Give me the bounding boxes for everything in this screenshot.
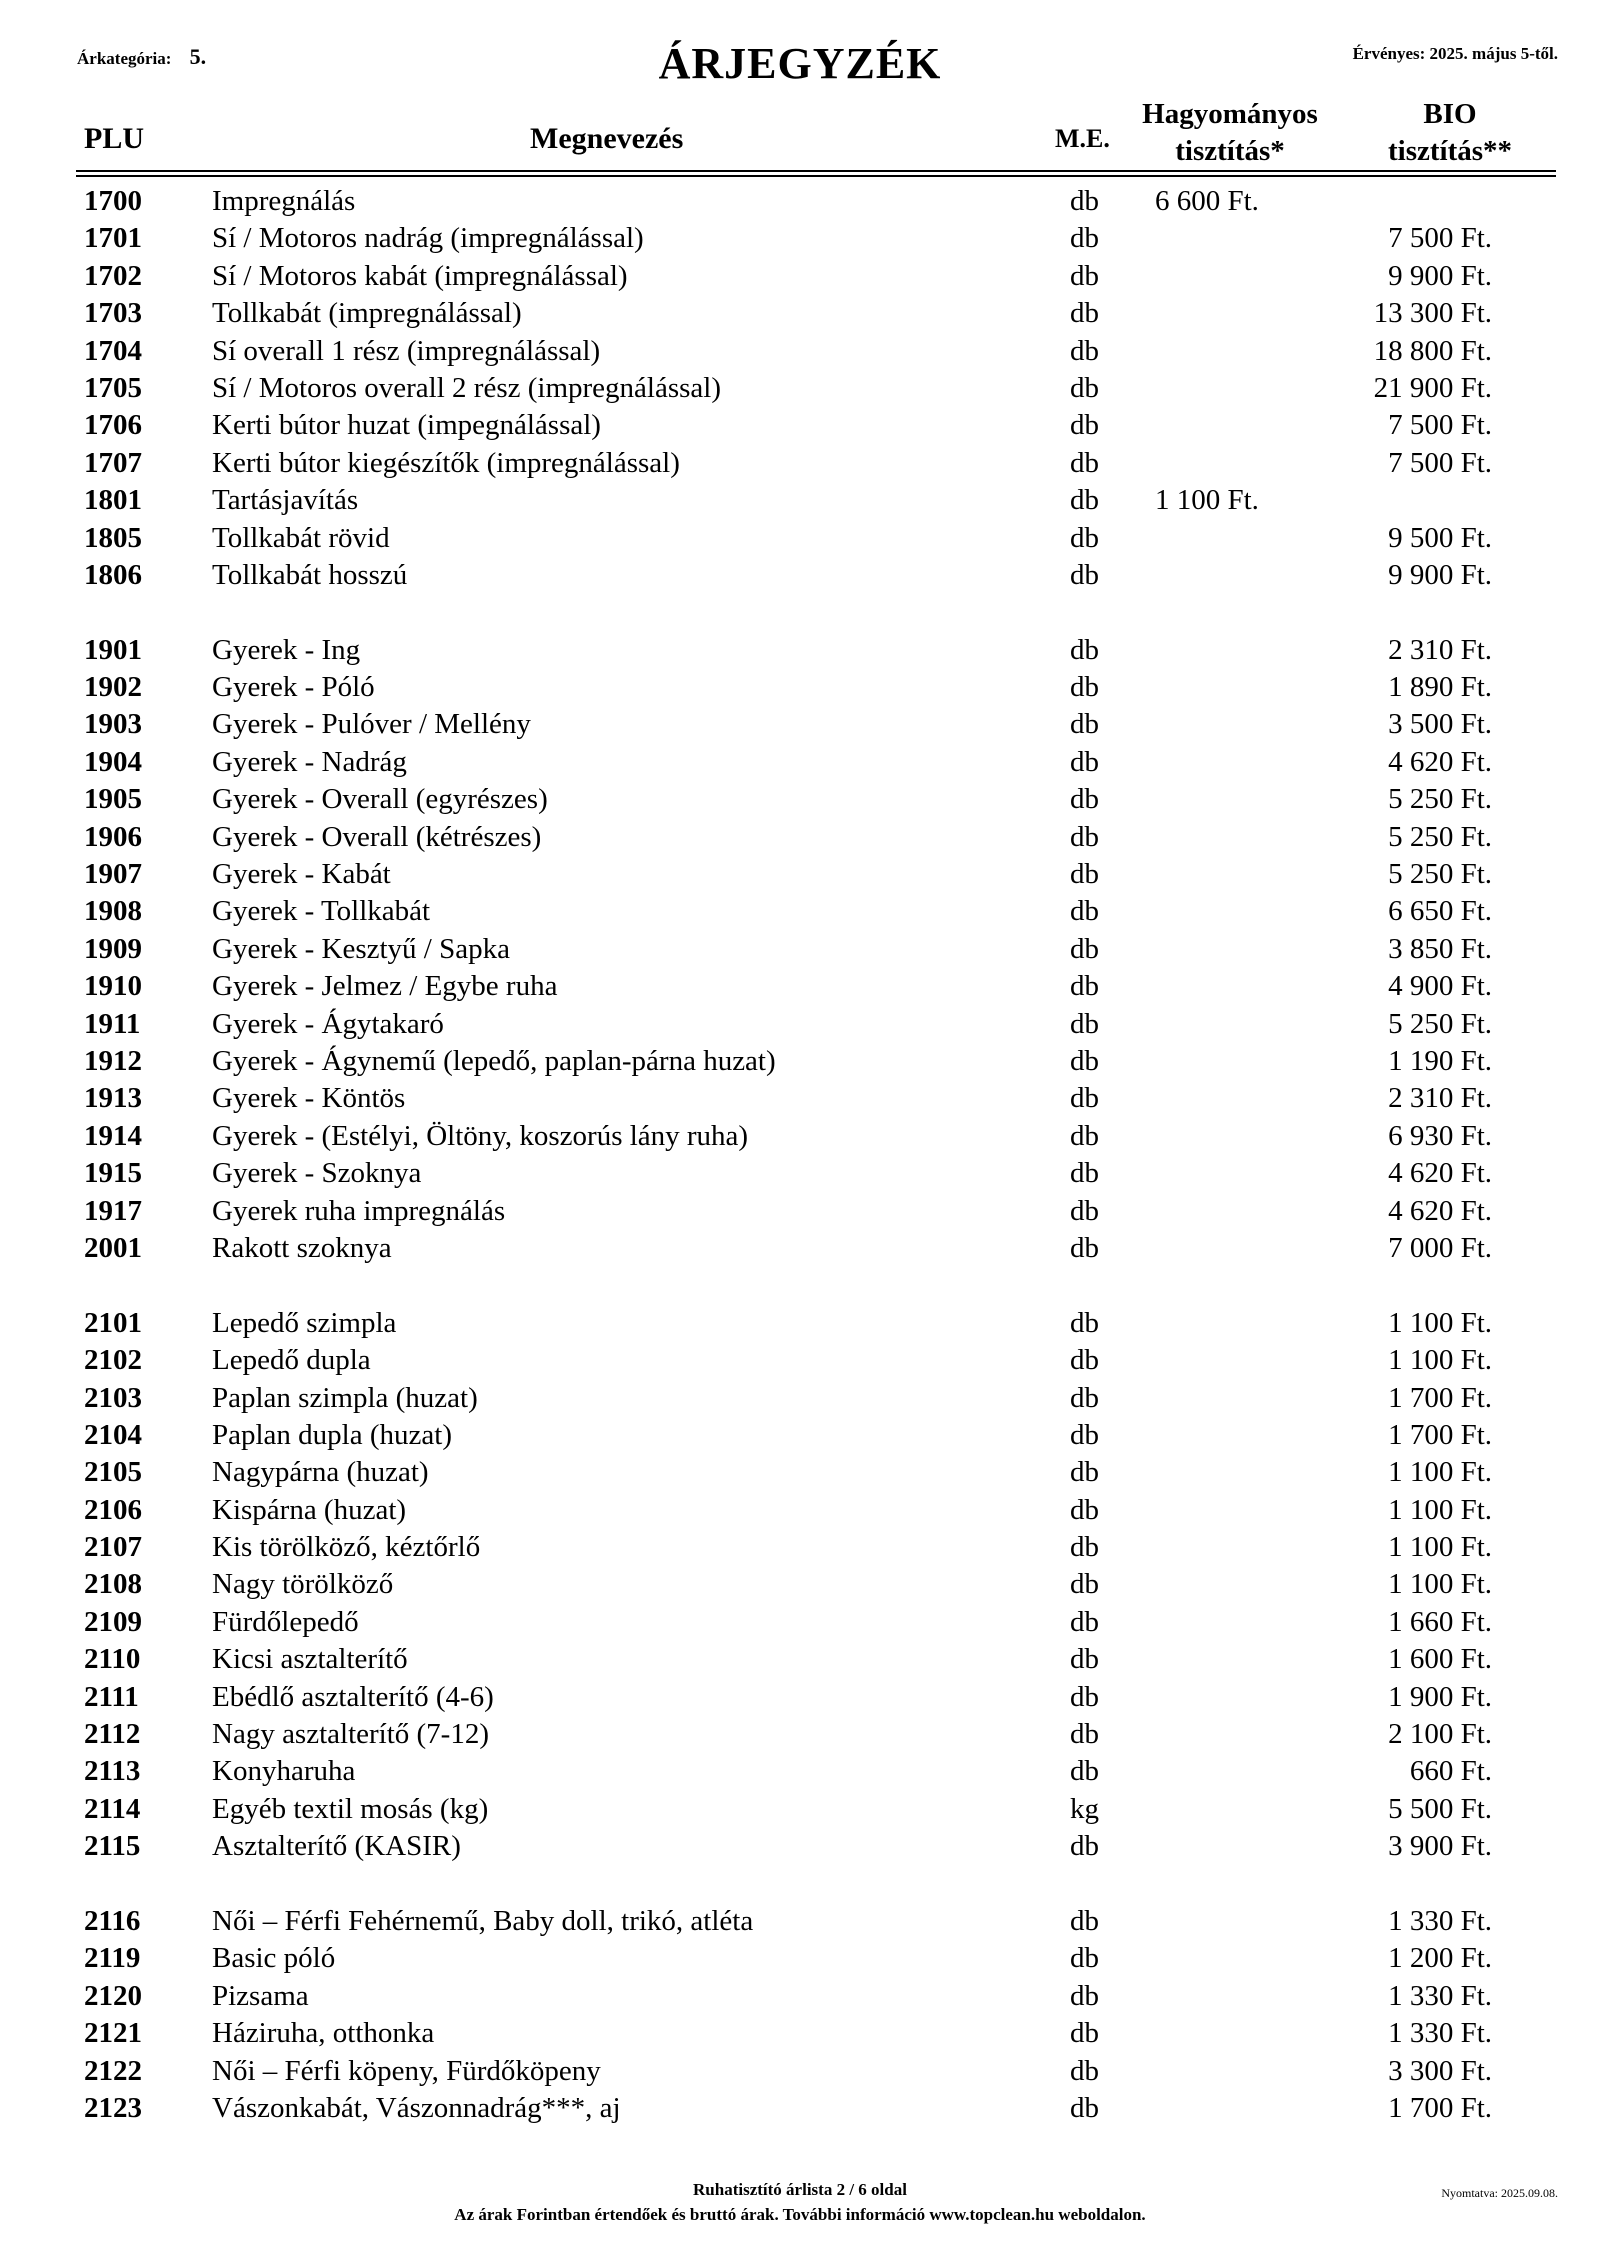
cell-bio-price: 1 700 Ft.	[1388, 2091, 1492, 2124]
table-row	[0, 407, 1600, 444]
cell-plu: 2112	[84, 1718, 141, 1751]
cell-bio-price: 3 500 Ft.	[1388, 708, 1492, 741]
cell-unit: db	[1070, 371, 1099, 404]
cell-plu: 1801	[84, 484, 142, 517]
header-divider-bottom	[76, 175, 1556, 177]
table-row	[0, 1006, 1600, 1043]
cell-unit: db	[1070, 334, 1099, 367]
cell-plu: 1915	[84, 1157, 142, 1190]
cell-bio-price: 4 620 Ft.	[1388, 1194, 1492, 1227]
table-row	[0, 819, 1600, 856]
cell-name: Konyharuha	[212, 1755, 356, 1788]
cell-unit: db	[1070, 1231, 1099, 1264]
cell-plu: 1805	[84, 521, 142, 554]
table-row	[0, 1716, 1600, 1753]
cell-unit: db	[1070, 1082, 1099, 1115]
cell-bio-price: 3 300 Ft.	[1388, 2054, 1492, 2087]
cell-bio-price: 1 330 Ft.	[1388, 2017, 1492, 2050]
section-spacer	[0, 1866, 1600, 1903]
cell-unit: kg	[1070, 1792, 1099, 1825]
cell-unit: db	[1070, 633, 1099, 666]
cell-bio-price: 3 900 Ft.	[1388, 1830, 1492, 1863]
cell-unit: db	[1070, 1942, 1099, 1975]
cell-unit: db	[1070, 1157, 1099, 1190]
table-row	[0, 968, 1600, 1005]
cell-plu: 2101	[84, 1306, 142, 1339]
cell-name: Női – Férfi Fehérnemű, Baby doll, trikó, atléta	[212, 1904, 754, 1937]
cell-unit: db	[1070, 1418, 1099, 1451]
cell-plu: 1901	[84, 633, 142, 666]
cell-bio-price: 1 100 Ft.	[1388, 1456, 1492, 1489]
table-row	[0, 1080, 1600, 1117]
cell-name: Kerti bútor kiegészítők (impregnálással)	[212, 446, 680, 479]
table-row	[0, 520, 1600, 557]
cell-unit: db	[1070, 745, 1099, 778]
cell-name: Gyerek - Pulóver / Mellény	[212, 708, 531, 741]
cell-traditional-price: 6 600 Ft.	[1155, 185, 1259, 217]
cell-bio-price: 4 620 Ft.	[1388, 745, 1492, 778]
cell-name: Kis törölköző, kéztőrlő	[212, 1531, 481, 1564]
printed-date: Nyomtatva: 2025.09.08.	[1441, 2186, 1558, 2200]
cell-name: Gyerek - Overall (kétrészes)	[212, 820, 542, 853]
cell-bio-price: 1 100 Ft.	[1388, 1493, 1492, 1526]
cell-name: Tollkabát rövid	[212, 521, 390, 554]
cell-plu: 1706	[84, 409, 142, 442]
cell-bio-price: 1 700 Ft.	[1388, 1418, 1492, 1451]
cell-bio-price: 7 500 Ft.	[1388, 222, 1492, 255]
cell-unit: db	[1070, 259, 1099, 292]
cell-unit: db	[1070, 1381, 1099, 1414]
cell-name: Kerti bútor huzat (impegnálással)	[212, 409, 601, 442]
cell-plu: 1701	[84, 222, 142, 255]
cell-plu: 1911	[84, 1007, 141, 1040]
cell-plu: 1908	[84, 895, 142, 928]
cell-plu: 2106	[84, 1493, 142, 1526]
price-category-value: 5.	[189, 44, 207, 69]
cell-unit: db	[1070, 858, 1099, 891]
table-row	[0, 1940, 1600, 1977]
table-row	[0, 1193, 1600, 1230]
cell-name: Nagy törölköző	[212, 1568, 394, 1601]
cell-plu: 1905	[84, 783, 142, 816]
cell-bio-price: 1 600 Ft.	[1388, 1643, 1492, 1676]
cell-name: Sí / Motoros overall 2 rész (impregnálással)	[212, 371, 721, 404]
cell-name: Sí overall 1 rész (impregnálással)	[212, 334, 601, 367]
cell-plu: 1902	[84, 671, 142, 704]
cell-plu: 2104	[84, 1418, 142, 1451]
cell-plu: 2121	[84, 2017, 142, 2050]
cell-name: Háziruha, otthonka	[212, 2017, 435, 2050]
cell-bio-price: 5 250 Ft.	[1388, 1007, 1492, 1040]
cell-bio-price: 7 500 Ft.	[1388, 446, 1492, 479]
cell-plu: 1910	[84, 970, 142, 1003]
cell-unit: db	[1070, 446, 1099, 479]
table-row	[0, 706, 1600, 743]
cell-bio-price: 5 250 Ft.	[1388, 783, 1492, 816]
cell-name: Paplan szimpla (huzat)	[212, 1381, 478, 1414]
table-row	[0, 333, 1600, 370]
cell-bio-price: 1 200 Ft.	[1388, 1942, 1492, 1975]
cell-plu: 1906	[84, 820, 142, 853]
cell-bio-price: 1 330 Ft.	[1388, 1979, 1492, 2012]
cell-name: Fürdőlepedő	[212, 1605, 359, 1638]
column-header-bio	[1355, 96, 1545, 170]
cell-plu: 2108	[84, 1568, 142, 1601]
cell-unit: db	[1070, 1007, 1099, 1040]
table-row	[0, 1529, 1600, 1566]
cell-name: Asztalterítő (KASIR)	[212, 1830, 461, 1863]
cell-bio-price: 1 100 Ft.	[1388, 1306, 1492, 1339]
cell-plu: 1912	[84, 1044, 142, 1077]
cell-plu: 2001	[84, 1231, 142, 1264]
table-row	[0, 183, 1600, 220]
cell-name: Tartásjavítás	[212, 484, 359, 517]
cell-name: Gyerek - Nadrág	[212, 745, 407, 778]
table-row	[0, 1641, 1600, 1678]
cell-bio-price: 2 310 Ft.	[1388, 1082, 1492, 1115]
cell-bio-price: 1 100 Ft.	[1388, 1531, 1492, 1564]
cell-name: Ebédlő asztalterítő (4-6)	[212, 1680, 494, 1713]
table-row	[0, 1417, 1600, 1454]
cell-name: Gyerek - Ágytakaró	[212, 1007, 444, 1040]
cell-plu: 2120	[84, 1979, 142, 2012]
table-row	[0, 781, 1600, 818]
cell-unit: db	[1070, 1979, 1099, 2012]
cell-bio-price: 1 100 Ft.	[1388, 1568, 1492, 1601]
table-row	[0, 856, 1600, 893]
cell-name: Paplan dupla (huzat)	[212, 1418, 452, 1451]
cell-plu: 1913	[84, 1082, 142, 1115]
cell-name: Tollkabát (impregnálással)	[212, 297, 522, 330]
column-header-bio-line1: BIO	[1423, 98, 1477, 130]
table-row	[0, 1342, 1600, 1379]
column-header-bio-line2: tisztítás**	[1387, 135, 1513, 167]
cell-bio-price: 2 310 Ft.	[1388, 633, 1492, 666]
page-title: ÁRJEGYZÉK	[658, 39, 942, 88]
cell-plu: 1914	[84, 1119, 142, 1152]
cell-bio-price: 21 900 Ft.	[1373, 371, 1492, 404]
table-row	[0, 1155, 1600, 1192]
price-category-label: Árkategória:	[77, 49, 172, 68]
cell-name: Tollkabát hosszú	[212, 558, 408, 591]
cell-name: Gyerek - Köntös	[212, 1082, 406, 1115]
column-header-traditional	[1120, 96, 1340, 170]
cell-name: Sí / Motoros nadrág (impregnálással)	[212, 222, 644, 255]
column-header-plu: PLU	[84, 122, 144, 155]
cell-unit: db	[1070, 1344, 1099, 1377]
cell-name: Rakott szoknya	[212, 1231, 392, 1264]
column-header-unit: M.E.	[1055, 124, 1110, 153]
table-row	[0, 1454, 1600, 1491]
table-row	[0, 1492, 1600, 1529]
cell-plu: 2123	[84, 2091, 142, 2124]
table-row	[0, 931, 1600, 968]
cell-plu: 2111	[84, 1680, 139, 1713]
valid-from: Érvényes: 2025. május 5-től.	[1352, 44, 1558, 63]
cell-plu: 1700	[84, 185, 142, 217]
cell-unit: db	[1070, 783, 1099, 816]
cell-unit: db	[1070, 2091, 1099, 2124]
cell-plu: 2119	[84, 1942, 141, 1975]
cell-plu: 1806	[84, 558, 142, 591]
cell-name: Gyerek - Szoknya	[212, 1157, 422, 1190]
cell-plu: 2115	[84, 1830, 141, 1863]
cell-unit: db	[1070, 222, 1099, 255]
cell-plu: 1704	[84, 334, 142, 367]
cell-bio-price: 1 660 Ft.	[1388, 1605, 1492, 1638]
footer-note: Az árak Forintban értendőek és bruttó árak. További információ www.topclean.hu weboldalon.	[454, 2205, 1146, 2224]
cell-name: Gyerek - Jelmez / Egybe ruha	[212, 970, 558, 1003]
cell-unit: db	[1070, 2017, 1099, 2050]
cell-plu: 2107	[84, 1531, 142, 1564]
cell-bio-price: 7 000 Ft.	[1388, 1231, 1492, 1264]
cell-bio-price: 18 800 Ft.	[1373, 334, 1492, 367]
header-divider-top	[76, 170, 1556, 172]
cell-name: Gyerek - Kesztyű / Sapka	[212, 932, 510, 965]
cell-plu: 1907	[84, 858, 142, 891]
cell-plu: 1904	[84, 745, 142, 778]
cell-name: Gyerek - (Estélyi, Öltöny, koszorús lány ruha)	[212, 1119, 749, 1152]
cell-plu: 2113	[84, 1755, 141, 1788]
cell-unit: db	[1070, 185, 1099, 217]
cell-traditional-price: 1 100 Ft.	[1155, 484, 1259, 517]
table-row	[0, 893, 1600, 930]
cell-unit: db	[1070, 895, 1099, 928]
table-row	[0, 1828, 1600, 1865]
table-row	[0, 1604, 1600, 1641]
cell-name: Basic póló	[212, 1942, 336, 1975]
column-header-traditional-line2: tisztítás*	[1175, 135, 1285, 167]
cell-name: Gyerek - Overall (egyrészes)	[212, 783, 548, 816]
cell-plu: 2116	[84, 1904, 141, 1937]
cell-unit: db	[1070, 558, 1099, 591]
cell-unit: db	[1070, 1680, 1099, 1713]
cell-plu: 1909	[84, 932, 142, 965]
table-row	[0, 1679, 1600, 1716]
cell-name: Lepedő szimpla	[212, 1306, 397, 1339]
cell-unit: db	[1070, 970, 1099, 1003]
cell-bio-price: 5 500 Ft.	[1388, 1792, 1492, 1825]
table-row	[0, 1791, 1600, 1828]
cell-plu: 2109	[84, 1605, 142, 1638]
cell-name: Gyerek - Tollkabát	[212, 895, 431, 928]
cell-name: Női – Férfi köpeny, Fürdőköpeny	[212, 2054, 601, 2087]
section-spacer	[0, 1267, 1600, 1304]
cell-bio-price: 3 850 Ft.	[1388, 932, 1492, 965]
cell-unit: db	[1070, 1904, 1099, 1937]
cell-unit: db	[1070, 1531, 1099, 1564]
cell-bio-price: 4 620 Ft.	[1388, 1157, 1492, 1190]
cell-bio-price: 9 900 Ft.	[1388, 259, 1492, 292]
cell-plu: 2110	[84, 1643, 141, 1676]
cell-name: Gyerek ruha impregnálás	[212, 1194, 506, 1227]
cell-bio-price: 660 Ft.	[1409, 1755, 1492, 1788]
cell-unit: db	[1070, 1643, 1099, 1676]
cell-plu: 1917	[84, 1194, 142, 1227]
table-row	[0, 482, 1600, 519]
cell-unit: db	[1070, 484, 1099, 517]
table-row	[0, 1753, 1600, 1790]
cell-bio-price: 1 890 Ft.	[1388, 671, 1492, 704]
cell-bio-price: 6 930 Ft.	[1388, 1119, 1492, 1152]
cell-plu: 1707	[84, 446, 142, 479]
cell-bio-price: 5 250 Ft.	[1388, 858, 1492, 891]
cell-unit: db	[1070, 671, 1099, 704]
section-spacer	[0, 594, 1600, 631]
cell-bio-price: 4 900 Ft.	[1388, 970, 1492, 1003]
cell-name: Impregnálás	[212, 185, 356, 217]
cell-name: Vászonkabát, Vászonnadrág***, aj	[212, 2091, 621, 2124]
table-row	[0, 258, 1600, 295]
cell-name: Kicsi asztalterítő	[212, 1643, 408, 1676]
cell-unit: db	[1070, 1194, 1099, 1227]
cell-unit: db	[1070, 1568, 1099, 1601]
cell-name: Egyéb textil mosás (kg)	[212, 1792, 489, 1825]
cell-name: Sí / Motoros kabát (impregnálással)	[212, 259, 628, 292]
cell-plu: 2103	[84, 1381, 142, 1414]
cell-name: Nagy asztalterítő (7-12)	[212, 1718, 490, 1751]
cell-unit: db	[1070, 1493, 1099, 1526]
cell-name: Gyerek - Kabát	[212, 858, 391, 891]
cell-bio-price: 6 650 Ft.	[1388, 895, 1492, 928]
cell-unit: db	[1070, 297, 1099, 330]
table-row	[0, 1903, 1600, 1940]
table-row	[0, 2090, 1600, 2127]
cell-unit: db	[1070, 708, 1099, 741]
table-row	[0, 632, 1600, 669]
cell-name: Gyerek - Ing	[212, 633, 361, 666]
cell-bio-price: 1 330 Ft.	[1388, 1904, 1492, 1937]
cell-unit: db	[1070, 2054, 1099, 2087]
cell-unit: db	[1070, 409, 1099, 442]
cell-unit: db	[1070, 1119, 1099, 1152]
cell-unit: db	[1070, 1306, 1099, 1339]
cell-name: Gyerek - Ágynemű (lepedő, paplan-párna huzat)	[212, 1044, 776, 1077]
cell-plu: 2102	[84, 1344, 142, 1377]
table-row	[0, 1043, 1600, 1080]
cell-name: Pizsama	[212, 1979, 309, 2012]
cell-bio-price: 1 190 Ft.	[1388, 1044, 1492, 1077]
cell-plu: 1703	[84, 297, 142, 330]
table-row	[0, 1380, 1600, 1417]
table-row	[0, 744, 1600, 781]
cell-bio-price: 1 700 Ft.	[1388, 1381, 1492, 1414]
table-row	[0, 295, 1600, 332]
cell-unit: db	[1070, 1605, 1099, 1638]
footer-page-info: Ruhatisztító árlista 2 / 6 oldal	[693, 2180, 907, 2199]
cell-plu: 1903	[84, 708, 142, 741]
cell-bio-price: 1 100 Ft.	[1388, 1344, 1492, 1377]
cell-unit: db	[1070, 1830, 1099, 1863]
table-row	[0, 1230, 1600, 1267]
cell-plu: 2105	[84, 1456, 142, 1489]
cell-plu: 1705	[84, 371, 142, 404]
table-row	[0, 1566, 1600, 1603]
cell-bio-price: 13 300 Ft.	[1373, 297, 1492, 330]
cell-unit: db	[1070, 1044, 1099, 1077]
cell-bio-price: 9 500 Ft.	[1388, 521, 1492, 554]
cell-name: Lepedő dupla	[212, 1344, 371, 1377]
table-row	[0, 669, 1600, 706]
table-row	[0, 2053, 1600, 2090]
table-row	[0, 445, 1600, 482]
cell-bio-price: 5 250 Ft.	[1388, 820, 1492, 853]
cell-bio-price: 1 900 Ft.	[1388, 1680, 1492, 1713]
table-row	[0, 1978, 1600, 2015]
cell-bio-price: 7 500 Ft.	[1388, 409, 1492, 442]
cell-name: Gyerek - Póló	[212, 671, 375, 704]
column-header-traditional-line1: Hagyományos	[1142, 98, 1318, 130]
cell-unit: db	[1070, 932, 1099, 965]
cell-name: Nagypárna (huzat)	[212, 1456, 429, 1489]
price-table	[0, 183, 1600, 2127]
cell-unit: db	[1070, 820, 1099, 853]
cell-plu: 2122	[84, 2054, 142, 2087]
table-row	[0, 220, 1600, 257]
column-header-name: Megnevezés	[530, 122, 684, 155]
table-row	[0, 1305, 1600, 1342]
cell-name: Kispárna (huzat)	[212, 1493, 407, 1526]
table-row	[0, 557, 1600, 594]
cell-unit: db	[1070, 1718, 1099, 1751]
cell-plu: 1702	[84, 259, 142, 292]
cell-unit: db	[1070, 1755, 1099, 1788]
cell-bio-price: 9 900 Ft.	[1388, 558, 1492, 591]
table-row	[0, 2015, 1600, 2052]
cell-unit: db	[1070, 1456, 1099, 1489]
table-row	[0, 370, 1600, 407]
cell-plu: 2114	[84, 1792, 141, 1825]
cell-bio-price: 2 100 Ft.	[1388, 1718, 1492, 1751]
table-row	[0, 1118, 1600, 1155]
cell-unit: db	[1070, 521, 1099, 554]
